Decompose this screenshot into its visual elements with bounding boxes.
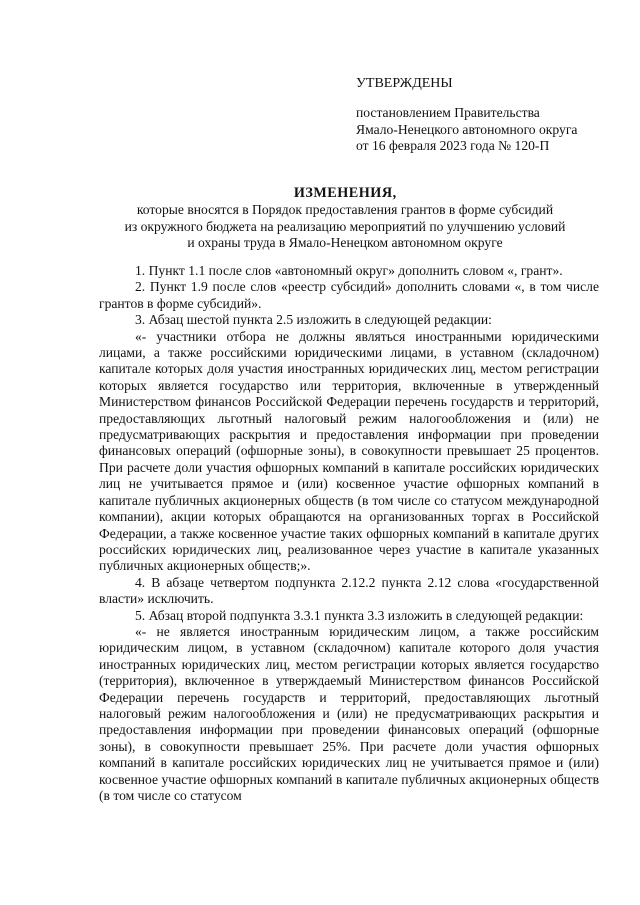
title-subtitle-line: из окружного бюджета на реализацию мероприятий по улучшению условий [124,218,566,234]
approval-block [356,76,626,155]
approval-line: от 16 февраля 2023 года № 120-П [356,138,550,154]
document-body [99,263,599,804]
paragraph-3: 3. Абзац шестой пункта 2.5 изложить в следующей редакции: [135,312,492,328]
title-subtitle-line: которые вносятся в Порядок предоставления грантов в форме субсидий [136,202,554,218]
paragraph-1: 1. Пункт 1.1 после слов «автономный округ» дополнить словом «, грант». [135,263,563,278]
title-heading-suffix: , [392,185,397,201]
approval-stamp: УТВЕРЖДЕНЫ [356,76,453,91]
document-title [80,185,610,252]
title-subtitle-line: и охраны труда в Ямало-Ненецком автономном округе [187,235,503,251]
approval-line: постановлением Правительства [356,105,540,121]
title-heading-word: ИЗМЕНЕНИЯ [293,185,393,201]
approval-line: Ямало-Ненецкого автономного округа [356,121,578,137]
paragraph-2: 2. Пункт 1.9 после слов «реестр субсидий» дополнить словами «, в том числе грантов в форме субсидий». [99,279,599,311]
paragraph-5-quote: «- не является иностранным юридическим лицом, а также российским юридическим лицом, в уставном (складочном) капитале которого доля участия иностранных юридических лиц, местом регистрации которых является государство (территория), включенное в утверждаемый Министерством финансов Российской Федерации перечень государств и территорий, предоставляющих льготный налоговый режим налогообложения и (или) не предусматривающих раскрытия и предоставления информации при проведении финансовых операций (офшорные зоны), в совокупности превышает 25%. При расчете доли участия офшорных компаний в капитале российских юридических лиц не учитывается прямое и (или) косвенное участие офшорных компаний в капитале публичных акционерных обществ (в том числе со статусом [99,623,599,803]
paragraph-4: 4. В абзаце четвертом подпункта 2.12.2 пункта 2.12 слова «государственной власти» исключить. [99,574,599,607]
paragraph-5: 5. Абзац второй подпункта 3.3.1 пункта 3.3 изложить в следующей редакции: [135,607,584,623]
paragraph-3-quote: «- участники отбора не должны являться иностранными юридическими лицами, а также российскими юридическими лицами, в уставном (складочном) капитале которых доля участия иностранных юридических лиц, местом регистрации которых является государство или территория, включенные в утвержденный Министерством финансов Российской Федерации перечень государств и территорий, предоставляющих льготный налоговый режим налогообложения и (или) не предусматривающих раскрытия и предоставления информации при проведении финансовых операций (офшорные зоны), в совокупности превышает 25 процентов. При расчете доли участия офшорных компаний в капитале российских юридических лиц не учитывается прямое и (или) косвенное участие офшорных компаний в капитале публичных акционерных обществ (в том числе со статусом международной компании), акции которых обращаются на организованных торгах в Российской Федерации, а также косвенное участие таких офшорных компаний в капитале других российских юридических лиц, реализованное через участие в капитале указанных публичных акционерных обществ;». [99,328,599,574]
title-heading [80,185,610,201]
